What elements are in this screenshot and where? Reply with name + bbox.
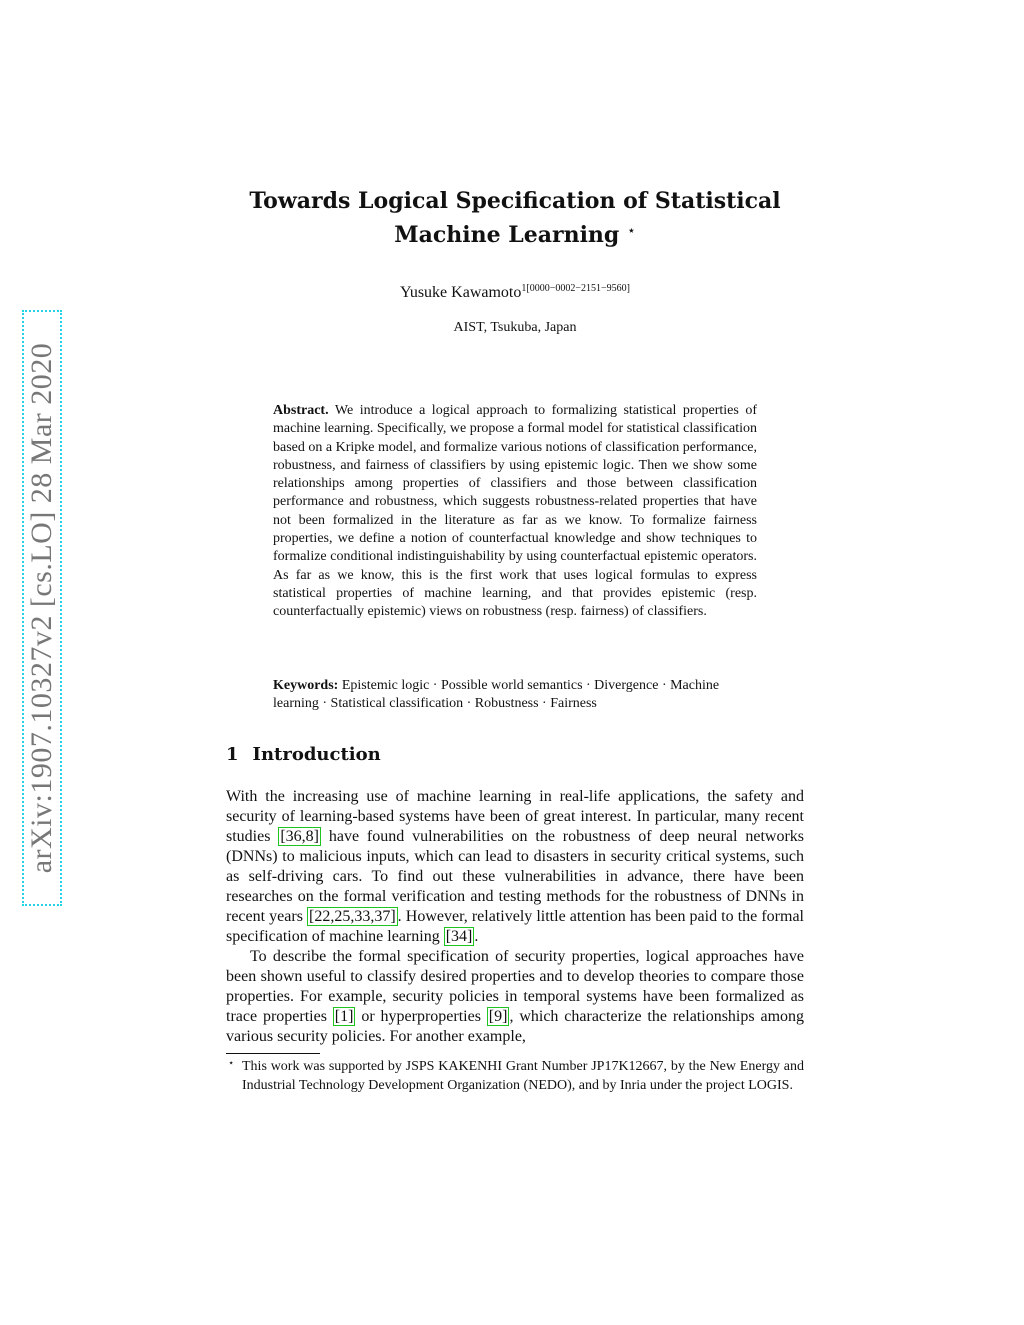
- section-number: 1: [226, 744, 239, 765]
- paragraph-text: .: [474, 928, 479, 945]
- affiliation: AIST, Tsukuba, Japan: [453, 320, 577, 335]
- author-line: [200, 283, 830, 302]
- abstract-text: We introduce a logical approach to formalizing statistical properties of machine learning. Specifically, we propose a formal model for statistical classification based on a Kripke model, and formalize various notions of classification performance, robustness, and fairness of classifiers by using epistemic logic. Then we show some relationships among properties of classifiers and those between classification performance and robustness, which suggests robustness-related properties that have not been formalized in the literature as far as we know. To formalize fairness properties, we define a notion of counterfactual knowledge and show techniques to formalize conditional indistinguishability by using counterfactual epistemic operators. As far as we know, this is the first work that uses logical formulas to express statistical properties of machine learning, and that provides epistemic (resp. counterfactually epistemic) views on robustness (resp. fairness) of classifiers.: [273, 403, 758, 620]
- citation-link[interactable]: [36,8]: [280, 828, 319, 845]
- footnote: [228, 1058, 804, 1095]
- introduction-body: [226, 787, 804, 1047]
- title-line-2-text: Machine Learning: [394, 222, 620, 248]
- title-line-1: Towards Logical Specification of Statistical: [249, 188, 781, 214]
- paragraph-text: or hyperproperties: [355, 1008, 487, 1025]
- footnote-text: This work was supported by JSPS KAKENHI Grant Number JP17K12667, by the New Energy and Industrial Technology Development Organization (NEDO), and by Inria under the project LOGIS.: [242, 1059, 804, 1093]
- paragraph-text: have found vulnerabilities on the robustness of deep neural networks (DNNs) to malicious inputs, which can lead to disasters in security critical systems, such as self-driving cars. To find out these vulnerabilities in advance, there have been researches on the formal verification and testing methods for the robustness of DNNs in recent years: [226, 828, 805, 925]
- paragraph-text: To describe the formal specification of security properties, logical approaches have been shown useful to classify desired properties and to develop theories to compare those properties. For example, security policies in temporal systems have been formalized as trace properties: [226, 948, 804, 1025]
- paragraph-text: With the increasing use of machine learning in real-life applications, the safety and security of learning-based systems have been of great interest. In particular, many recent studies: [226, 788, 804, 845]
- keywords-label: Keywords:: [273, 678, 339, 693]
- citation-link[interactable]: [9]: [488, 1008, 508, 1025]
- abstract: [273, 402, 757, 622]
- citation-link[interactable]: [22,25,33,37]: [309, 908, 396, 925]
- arxiv-identifier: arXiv:1907.10327v2 [cs.LO] 28 Mar 2020: [25, 342, 58, 874]
- arxiv-sidebar-stamp: [22, 310, 62, 906]
- section-heading: [226, 744, 381, 765]
- abstract-label: Abstract.: [273, 403, 329, 418]
- footnote-mark: ⋆: [228, 1058, 235, 1069]
- paragraph-text: , which characterize the relationships among various security policies. For another example,: [226, 1008, 805, 1045]
- keywords: [273, 677, 757, 714]
- title-footnote-mark: ⋆: [626, 223, 636, 239]
- paragraph-2: [226, 947, 804, 1047]
- paragraph-text: . However, relatively little attention has been paid to the formal specification of machine learning: [226, 908, 804, 945]
- keywords-text: Epistemic logic · Possible world semantics · Divergence · Machine learning · Statistical classification · Robustness · Fairness: [273, 678, 720, 712]
- paragraph-1: [226, 787, 804, 947]
- citation-link[interactable]: [34]: [445, 928, 473, 945]
- section-title: Introduction: [252, 744, 381, 765]
- title-line-2: [200, 216, 830, 251]
- author-orcid: 1[0000−0002−2151−9560]: [521, 283, 630, 294]
- paper-title: [200, 186, 830, 248]
- author-name: Yusuke Kawamoto: [400, 284, 522, 301]
- citation-link[interactable]: [1]: [334, 1008, 354, 1025]
- footnote-divider: [226, 1053, 320, 1054]
